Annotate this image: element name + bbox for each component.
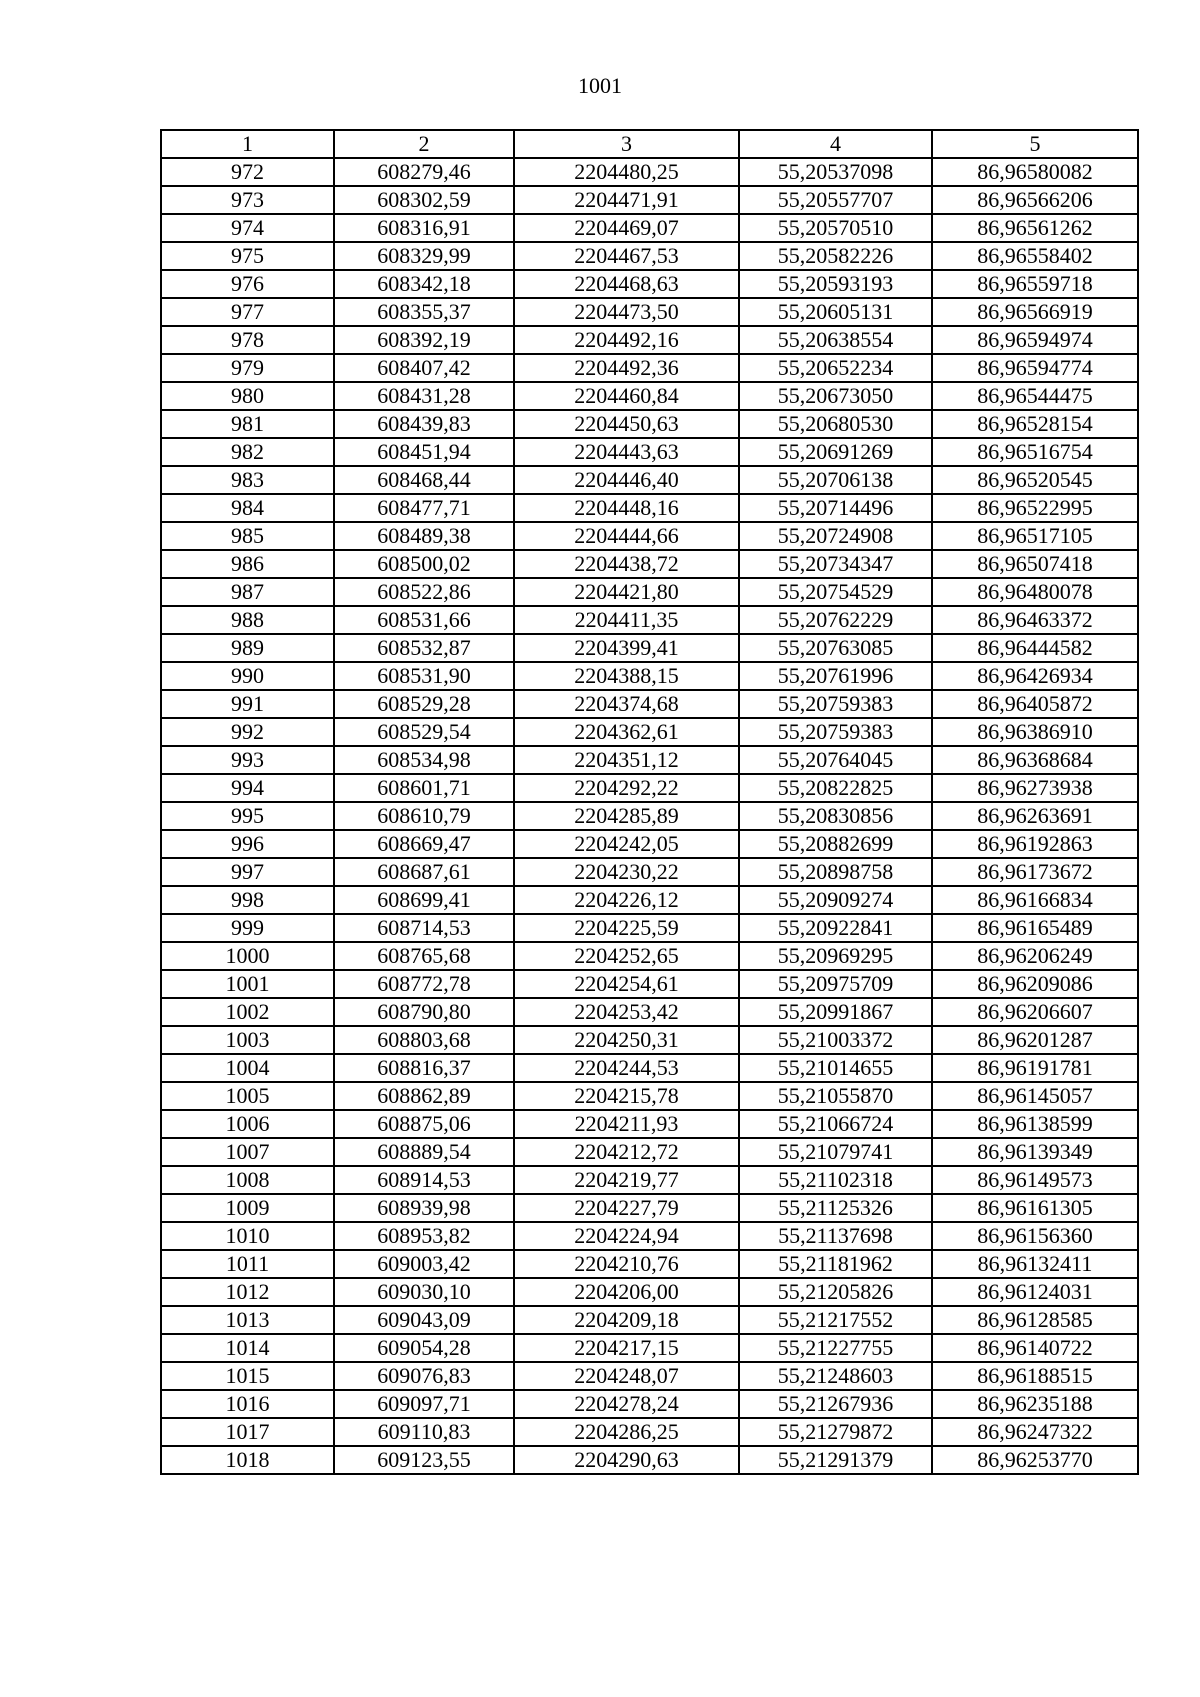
x-coordinate-cell: 608765,68 bbox=[334, 942, 514, 970]
point-number-cell: 1006 bbox=[161, 1110, 334, 1138]
table-row bbox=[161, 494, 1138, 522]
latitude-cell: 55,20764045 bbox=[739, 746, 932, 774]
point-number-cell: 974 bbox=[161, 214, 334, 242]
latitude-cell: 55,20909274 bbox=[739, 886, 932, 914]
table-row bbox=[161, 914, 1138, 942]
table-row bbox=[161, 578, 1138, 606]
point-number-cell: 1018 bbox=[161, 1446, 334, 1474]
x-coordinate-cell: 608329,99 bbox=[334, 242, 514, 270]
y-coordinate-cell: 2204421,80 bbox=[514, 578, 739, 606]
y-coordinate-cell: 2204399,41 bbox=[514, 634, 739, 662]
x-coordinate-cell: 609076,83 bbox=[334, 1362, 514, 1390]
point-number-cell: 977 bbox=[161, 298, 334, 326]
y-coordinate-cell: 2204292,22 bbox=[514, 774, 739, 802]
x-coordinate-cell: 608610,79 bbox=[334, 802, 514, 830]
longitude-cell: 86,96247322 bbox=[932, 1418, 1138, 1446]
latitude-cell: 55,20822825 bbox=[739, 774, 932, 802]
latitude-cell: 55,20734347 bbox=[739, 550, 932, 578]
coordinates-table bbox=[160, 129, 1139, 1475]
x-coordinate-cell: 608790,80 bbox=[334, 998, 514, 1026]
table-row bbox=[161, 1194, 1138, 1222]
longitude-cell: 86,96405872 bbox=[932, 690, 1138, 718]
latitude-cell: 55,20763085 bbox=[739, 634, 932, 662]
longitude-cell: 86,96544475 bbox=[932, 382, 1138, 410]
x-coordinate-cell: 608477,71 bbox=[334, 494, 514, 522]
point-number-cell: 997 bbox=[161, 858, 334, 886]
table-row bbox=[161, 326, 1138, 354]
latitude-cell: 55,20570510 bbox=[739, 214, 932, 242]
column-header-2: 2 bbox=[334, 130, 514, 158]
longitude-cell: 86,96188515 bbox=[932, 1362, 1138, 1390]
y-coordinate-cell: 2204206,00 bbox=[514, 1278, 739, 1306]
x-coordinate-cell: 609097,71 bbox=[334, 1390, 514, 1418]
x-coordinate-cell: 609110,83 bbox=[334, 1418, 514, 1446]
longitude-cell: 86,96522995 bbox=[932, 494, 1138, 522]
point-number-cell: 989 bbox=[161, 634, 334, 662]
longitude-cell: 86,96444582 bbox=[932, 634, 1138, 662]
longitude-cell: 86,96124031 bbox=[932, 1278, 1138, 1306]
point-number-cell: 1001 bbox=[161, 970, 334, 998]
point-number-cell: 1009 bbox=[161, 1194, 334, 1222]
x-coordinate-cell: 608522,86 bbox=[334, 578, 514, 606]
table-row bbox=[161, 886, 1138, 914]
table-row bbox=[161, 438, 1138, 466]
y-coordinate-cell: 2204443,63 bbox=[514, 438, 739, 466]
point-number-cell: 992 bbox=[161, 718, 334, 746]
table-row bbox=[161, 690, 1138, 718]
longitude-cell: 86,96517105 bbox=[932, 522, 1138, 550]
y-coordinate-cell: 2204252,65 bbox=[514, 942, 739, 970]
y-coordinate-cell: 2204480,25 bbox=[514, 158, 739, 186]
longitude-cell: 86,96559718 bbox=[932, 270, 1138, 298]
y-coordinate-cell: 2204224,94 bbox=[514, 1222, 739, 1250]
table-row bbox=[161, 410, 1138, 438]
point-number-cell: 984 bbox=[161, 494, 334, 522]
y-coordinate-cell: 2204448,16 bbox=[514, 494, 739, 522]
table-row bbox=[161, 550, 1138, 578]
y-coordinate-cell: 2204215,78 bbox=[514, 1082, 739, 1110]
x-coordinate-cell: 608500,02 bbox=[334, 550, 514, 578]
table-row bbox=[161, 1418, 1138, 1446]
table-row bbox=[161, 1082, 1138, 1110]
table-row bbox=[161, 522, 1138, 550]
latitude-cell: 55,21248603 bbox=[739, 1362, 932, 1390]
table-row bbox=[161, 718, 1138, 746]
x-coordinate-cell: 608451,94 bbox=[334, 438, 514, 466]
table-header bbox=[161, 130, 1138, 158]
point-number-cell: 998 bbox=[161, 886, 334, 914]
x-coordinate-cell: 608316,91 bbox=[334, 214, 514, 242]
y-coordinate-cell: 2204226,12 bbox=[514, 886, 739, 914]
y-coordinate-cell: 2204244,53 bbox=[514, 1054, 739, 1082]
column-header-1: 1 bbox=[161, 130, 334, 158]
longitude-cell: 86,96594774 bbox=[932, 354, 1138, 382]
latitude-cell: 55,21291379 bbox=[739, 1446, 932, 1474]
point-number-cell: 1007 bbox=[161, 1138, 334, 1166]
table-row bbox=[161, 1110, 1138, 1138]
latitude-cell: 55,20898758 bbox=[739, 858, 932, 886]
longitude-cell: 86,96166834 bbox=[932, 886, 1138, 914]
point-number-cell: 1012 bbox=[161, 1278, 334, 1306]
latitude-cell: 55,21205826 bbox=[739, 1278, 932, 1306]
longitude-cell: 86,96566206 bbox=[932, 186, 1138, 214]
latitude-cell: 55,21066724 bbox=[739, 1110, 932, 1138]
y-coordinate-cell: 2204225,59 bbox=[514, 914, 739, 942]
longitude-cell: 86,96140722 bbox=[932, 1334, 1138, 1362]
table-row bbox=[161, 466, 1138, 494]
table-row bbox=[161, 298, 1138, 326]
latitude-cell: 55,20762229 bbox=[739, 606, 932, 634]
y-coordinate-cell: 2204450,63 bbox=[514, 410, 739, 438]
y-coordinate-cell: 2204278,24 bbox=[514, 1390, 739, 1418]
x-coordinate-cell: 608489,38 bbox=[334, 522, 514, 550]
table-row bbox=[161, 1026, 1138, 1054]
x-coordinate-cell: 608529,54 bbox=[334, 718, 514, 746]
table-row bbox=[161, 606, 1138, 634]
x-coordinate-cell: 608392,19 bbox=[334, 326, 514, 354]
point-number-cell: 983 bbox=[161, 466, 334, 494]
point-number-cell: 1016 bbox=[161, 1390, 334, 1418]
x-coordinate-cell: 608302,59 bbox=[334, 186, 514, 214]
y-coordinate-cell: 2204467,53 bbox=[514, 242, 739, 270]
latitude-cell: 55,20638554 bbox=[739, 326, 932, 354]
latitude-cell: 55,21079741 bbox=[739, 1138, 932, 1166]
y-coordinate-cell: 2204388,15 bbox=[514, 662, 739, 690]
point-number-cell: 981 bbox=[161, 410, 334, 438]
longitude-cell: 86,96516754 bbox=[932, 438, 1138, 466]
latitude-cell: 55,20975709 bbox=[739, 970, 932, 998]
table-row bbox=[161, 382, 1138, 410]
table-row bbox=[161, 270, 1138, 298]
longitude-cell: 86,96138599 bbox=[932, 1110, 1138, 1138]
table-row bbox=[161, 1222, 1138, 1250]
latitude-cell: 55,20537098 bbox=[739, 158, 932, 186]
y-coordinate-cell: 2204468,63 bbox=[514, 270, 739, 298]
y-coordinate-cell: 2204438,72 bbox=[514, 550, 739, 578]
x-coordinate-cell: 609054,28 bbox=[334, 1334, 514, 1362]
longitude-cell: 86,96507418 bbox=[932, 550, 1138, 578]
y-coordinate-cell: 2204411,35 bbox=[514, 606, 739, 634]
table-row bbox=[161, 158, 1138, 186]
table-row bbox=[161, 214, 1138, 242]
y-coordinate-cell: 2204460,84 bbox=[514, 382, 739, 410]
table-body bbox=[161, 158, 1138, 1474]
latitude-cell: 55,20652234 bbox=[739, 354, 932, 382]
x-coordinate-cell: 608531,66 bbox=[334, 606, 514, 634]
latitude-cell: 55,21267936 bbox=[739, 1390, 932, 1418]
point-number-cell: 972 bbox=[161, 158, 334, 186]
x-coordinate-cell: 608601,71 bbox=[334, 774, 514, 802]
y-coordinate-cell: 2204374,68 bbox=[514, 690, 739, 718]
point-number-cell: 996 bbox=[161, 830, 334, 858]
point-number-cell: 995 bbox=[161, 802, 334, 830]
table-row bbox=[161, 942, 1138, 970]
point-number-cell: 1015 bbox=[161, 1362, 334, 1390]
x-coordinate-cell: 608669,47 bbox=[334, 830, 514, 858]
latitude-cell: 55,21125326 bbox=[739, 1194, 932, 1222]
point-number-cell: 999 bbox=[161, 914, 334, 942]
latitude-cell: 55,21003372 bbox=[739, 1026, 932, 1054]
longitude-cell: 86,96149573 bbox=[932, 1166, 1138, 1194]
x-coordinate-cell: 608953,82 bbox=[334, 1222, 514, 1250]
y-coordinate-cell: 2204248,07 bbox=[514, 1362, 739, 1390]
y-coordinate-cell: 2204285,89 bbox=[514, 802, 739, 830]
longitude-cell: 86,96580082 bbox=[932, 158, 1138, 186]
column-header-5: 5 bbox=[932, 130, 1138, 158]
longitude-cell: 86,96235188 bbox=[932, 1390, 1138, 1418]
latitude-cell: 55,20759383 bbox=[739, 690, 932, 718]
x-coordinate-cell: 608687,61 bbox=[334, 858, 514, 886]
table-row bbox=[161, 1054, 1138, 1082]
table-row bbox=[161, 746, 1138, 774]
latitude-cell: 55,20691269 bbox=[739, 438, 932, 466]
longitude-cell: 86,96426934 bbox=[932, 662, 1138, 690]
y-coordinate-cell: 2204250,31 bbox=[514, 1026, 739, 1054]
latitude-cell: 55,20593193 bbox=[739, 270, 932, 298]
x-coordinate-cell: 608714,53 bbox=[334, 914, 514, 942]
y-coordinate-cell: 2204212,72 bbox=[514, 1138, 739, 1166]
latitude-cell: 55,20724908 bbox=[739, 522, 932, 550]
x-coordinate-cell: 608889,54 bbox=[334, 1138, 514, 1166]
table-row bbox=[161, 970, 1138, 998]
latitude-cell: 55,20991867 bbox=[739, 998, 932, 1026]
longitude-cell: 86,96206607 bbox=[932, 998, 1138, 1026]
x-coordinate-cell: 608914,53 bbox=[334, 1166, 514, 1194]
longitude-cell: 86,96558402 bbox=[932, 242, 1138, 270]
longitude-cell: 86,96566919 bbox=[932, 298, 1138, 326]
y-coordinate-cell: 2204290,63 bbox=[514, 1446, 739, 1474]
longitude-cell: 86,96165489 bbox=[932, 914, 1138, 942]
point-number-cell: 1005 bbox=[161, 1082, 334, 1110]
latitude-cell: 55,21227755 bbox=[739, 1334, 932, 1362]
y-coordinate-cell: 2204217,15 bbox=[514, 1334, 739, 1362]
point-number-cell: 1017 bbox=[161, 1418, 334, 1446]
y-coordinate-cell: 2204446,40 bbox=[514, 466, 739, 494]
x-coordinate-cell: 608939,98 bbox=[334, 1194, 514, 1222]
latitude-cell: 55,20605131 bbox=[739, 298, 932, 326]
latitude-cell: 55,20557707 bbox=[739, 186, 932, 214]
point-number-cell: 991 bbox=[161, 690, 334, 718]
header-row bbox=[161, 130, 1138, 158]
longitude-cell: 86,96156360 bbox=[932, 1222, 1138, 1250]
longitude-cell: 86,96480078 bbox=[932, 578, 1138, 606]
y-coordinate-cell: 2204210,76 bbox=[514, 1250, 739, 1278]
x-coordinate-cell: 609043,09 bbox=[334, 1306, 514, 1334]
point-number-cell: 975 bbox=[161, 242, 334, 270]
x-coordinate-cell: 608772,78 bbox=[334, 970, 514, 998]
table-row bbox=[161, 1362, 1138, 1390]
point-number-cell: 1002 bbox=[161, 998, 334, 1026]
longitude-cell: 86,96463372 bbox=[932, 606, 1138, 634]
x-coordinate-cell: 608699,41 bbox=[334, 886, 514, 914]
longitude-cell: 86,96201287 bbox=[932, 1026, 1138, 1054]
point-number-cell: 987 bbox=[161, 578, 334, 606]
table-row bbox=[161, 634, 1138, 662]
table-row bbox=[161, 998, 1138, 1026]
table-row bbox=[161, 858, 1138, 886]
longitude-cell: 86,96145057 bbox=[932, 1082, 1138, 1110]
table-row bbox=[161, 1446, 1138, 1474]
latitude-cell: 55,20706138 bbox=[739, 466, 932, 494]
x-coordinate-cell: 608875,06 bbox=[334, 1110, 514, 1138]
point-number-cell: 1004 bbox=[161, 1054, 334, 1082]
point-number-cell: 993 bbox=[161, 746, 334, 774]
latitude-cell: 55,21014655 bbox=[739, 1054, 932, 1082]
longitude-cell: 86,96253770 bbox=[932, 1446, 1138, 1474]
column-header-4: 4 bbox=[739, 130, 932, 158]
table-row bbox=[161, 186, 1138, 214]
longitude-cell: 86,96368684 bbox=[932, 746, 1138, 774]
latitude-cell: 55,20714496 bbox=[739, 494, 932, 522]
x-coordinate-cell: 609003,42 bbox=[334, 1250, 514, 1278]
x-coordinate-cell: 608531,90 bbox=[334, 662, 514, 690]
x-coordinate-cell: 608355,37 bbox=[334, 298, 514, 326]
longitude-cell: 86,96206249 bbox=[932, 942, 1138, 970]
x-coordinate-cell: 608439,83 bbox=[334, 410, 514, 438]
x-coordinate-cell: 608529,28 bbox=[334, 690, 514, 718]
y-coordinate-cell: 2204253,42 bbox=[514, 998, 739, 1026]
table-row bbox=[161, 774, 1138, 802]
point-number-cell: 1011 bbox=[161, 1250, 334, 1278]
latitude-cell: 55,21055870 bbox=[739, 1082, 932, 1110]
latitude-cell: 55,21217552 bbox=[739, 1306, 932, 1334]
longitude-cell: 86,96173672 bbox=[932, 858, 1138, 886]
x-coordinate-cell: 608862,89 bbox=[334, 1082, 514, 1110]
table-row bbox=[161, 1334, 1138, 1362]
point-number-cell: 985 bbox=[161, 522, 334, 550]
latitude-cell: 55,21181962 bbox=[739, 1250, 932, 1278]
point-number-cell: 988 bbox=[161, 606, 334, 634]
table-row bbox=[161, 1278, 1138, 1306]
longitude-cell: 86,96132411 bbox=[932, 1250, 1138, 1278]
table-row bbox=[161, 830, 1138, 858]
latitude-cell: 55,20759383 bbox=[739, 718, 932, 746]
x-coordinate-cell: 608468,44 bbox=[334, 466, 514, 494]
x-coordinate-cell: 608279,46 bbox=[334, 158, 514, 186]
longitude-cell: 86,96161305 bbox=[932, 1194, 1138, 1222]
point-number-cell: 980 bbox=[161, 382, 334, 410]
y-coordinate-cell: 2204230,22 bbox=[514, 858, 739, 886]
y-coordinate-cell: 2204473,50 bbox=[514, 298, 739, 326]
x-coordinate-cell: 608342,18 bbox=[334, 270, 514, 298]
longitude-cell: 86,96594974 bbox=[932, 326, 1138, 354]
longitude-cell: 86,96192863 bbox=[932, 830, 1138, 858]
latitude-cell: 55,20969295 bbox=[739, 942, 932, 970]
latitude-cell: 55,20754529 bbox=[739, 578, 932, 606]
point-number-cell: 1010 bbox=[161, 1222, 334, 1250]
column-header-3: 3 bbox=[514, 130, 739, 158]
table-row bbox=[161, 354, 1138, 382]
table-row bbox=[161, 662, 1138, 690]
x-coordinate-cell: 608431,28 bbox=[334, 382, 514, 410]
point-number-cell: 976 bbox=[161, 270, 334, 298]
y-coordinate-cell: 2204286,25 bbox=[514, 1418, 739, 1446]
x-coordinate-cell: 609030,10 bbox=[334, 1278, 514, 1306]
table-row bbox=[161, 802, 1138, 830]
point-number-cell: 994 bbox=[161, 774, 334, 802]
x-coordinate-cell: 608534,98 bbox=[334, 746, 514, 774]
y-coordinate-cell: 2204362,61 bbox=[514, 718, 739, 746]
y-coordinate-cell: 2204209,18 bbox=[514, 1306, 739, 1334]
latitude-cell: 55,20922841 bbox=[739, 914, 932, 942]
y-coordinate-cell: 2204211,93 bbox=[514, 1110, 739, 1138]
latitude-cell: 55,20761996 bbox=[739, 662, 932, 690]
latitude-cell: 55,21137698 bbox=[739, 1222, 932, 1250]
longitude-cell: 86,96386910 bbox=[932, 718, 1138, 746]
longitude-cell: 86,96520545 bbox=[932, 466, 1138, 494]
point-number-cell: 978 bbox=[161, 326, 334, 354]
longitude-cell: 86,96191781 bbox=[932, 1054, 1138, 1082]
point-number-cell: 986 bbox=[161, 550, 334, 578]
table-row bbox=[161, 1250, 1138, 1278]
latitude-cell: 55,20582226 bbox=[739, 242, 932, 270]
longitude-cell: 86,96273938 bbox=[932, 774, 1138, 802]
longitude-cell: 86,96561262 bbox=[932, 214, 1138, 242]
longitude-cell: 86,96209086 bbox=[932, 970, 1138, 998]
table-row bbox=[161, 1138, 1138, 1166]
y-coordinate-cell: 2204469,07 bbox=[514, 214, 739, 242]
x-coordinate-cell: 608803,68 bbox=[334, 1026, 514, 1054]
y-coordinate-cell: 2204444,66 bbox=[514, 522, 739, 550]
point-number-cell: 979 bbox=[161, 354, 334, 382]
y-coordinate-cell: 2204227,79 bbox=[514, 1194, 739, 1222]
y-coordinate-cell: 2204351,12 bbox=[514, 746, 739, 774]
point-number-cell: 982 bbox=[161, 438, 334, 466]
longitude-cell: 86,96128585 bbox=[932, 1306, 1138, 1334]
latitude-cell: 55,21279872 bbox=[739, 1418, 932, 1446]
latitude-cell: 55,21102318 bbox=[739, 1166, 932, 1194]
point-number-cell: 1013 bbox=[161, 1306, 334, 1334]
point-number-cell: 973 bbox=[161, 186, 334, 214]
y-coordinate-cell: 2204254,61 bbox=[514, 970, 739, 998]
y-coordinate-cell: 2204242,05 bbox=[514, 830, 739, 858]
latitude-cell: 55,20680530 bbox=[739, 410, 932, 438]
x-coordinate-cell: 608816,37 bbox=[334, 1054, 514, 1082]
longitude-cell: 86,96263691 bbox=[932, 802, 1138, 830]
y-coordinate-cell: 2204471,91 bbox=[514, 186, 739, 214]
y-coordinate-cell: 2204492,16 bbox=[514, 326, 739, 354]
point-number-cell: 1014 bbox=[161, 1334, 334, 1362]
longitude-cell: 86,96139349 bbox=[932, 1138, 1138, 1166]
x-coordinate-cell: 608407,42 bbox=[334, 354, 514, 382]
point-number-cell: 1008 bbox=[161, 1166, 334, 1194]
longitude-cell: 86,96528154 bbox=[932, 410, 1138, 438]
table-row bbox=[161, 242, 1138, 270]
latitude-cell: 55,20830856 bbox=[739, 802, 932, 830]
point-number-cell: 990 bbox=[161, 662, 334, 690]
latitude-cell: 55,20882699 bbox=[739, 830, 932, 858]
point-number-cell: 1000 bbox=[161, 942, 334, 970]
table-row bbox=[161, 1306, 1138, 1334]
point-number-cell: 1003 bbox=[161, 1026, 334, 1054]
page-number: 1001 bbox=[578, 73, 622, 98]
table-row bbox=[161, 1166, 1138, 1194]
y-coordinate-cell: 2204219,77 bbox=[514, 1166, 739, 1194]
y-coordinate-cell: 2204492,36 bbox=[514, 354, 739, 382]
table-row bbox=[161, 1390, 1138, 1418]
x-coordinate-cell: 608532,87 bbox=[334, 634, 514, 662]
latitude-cell: 55,20673050 bbox=[739, 382, 932, 410]
x-coordinate-cell: 609123,55 bbox=[334, 1446, 514, 1474]
